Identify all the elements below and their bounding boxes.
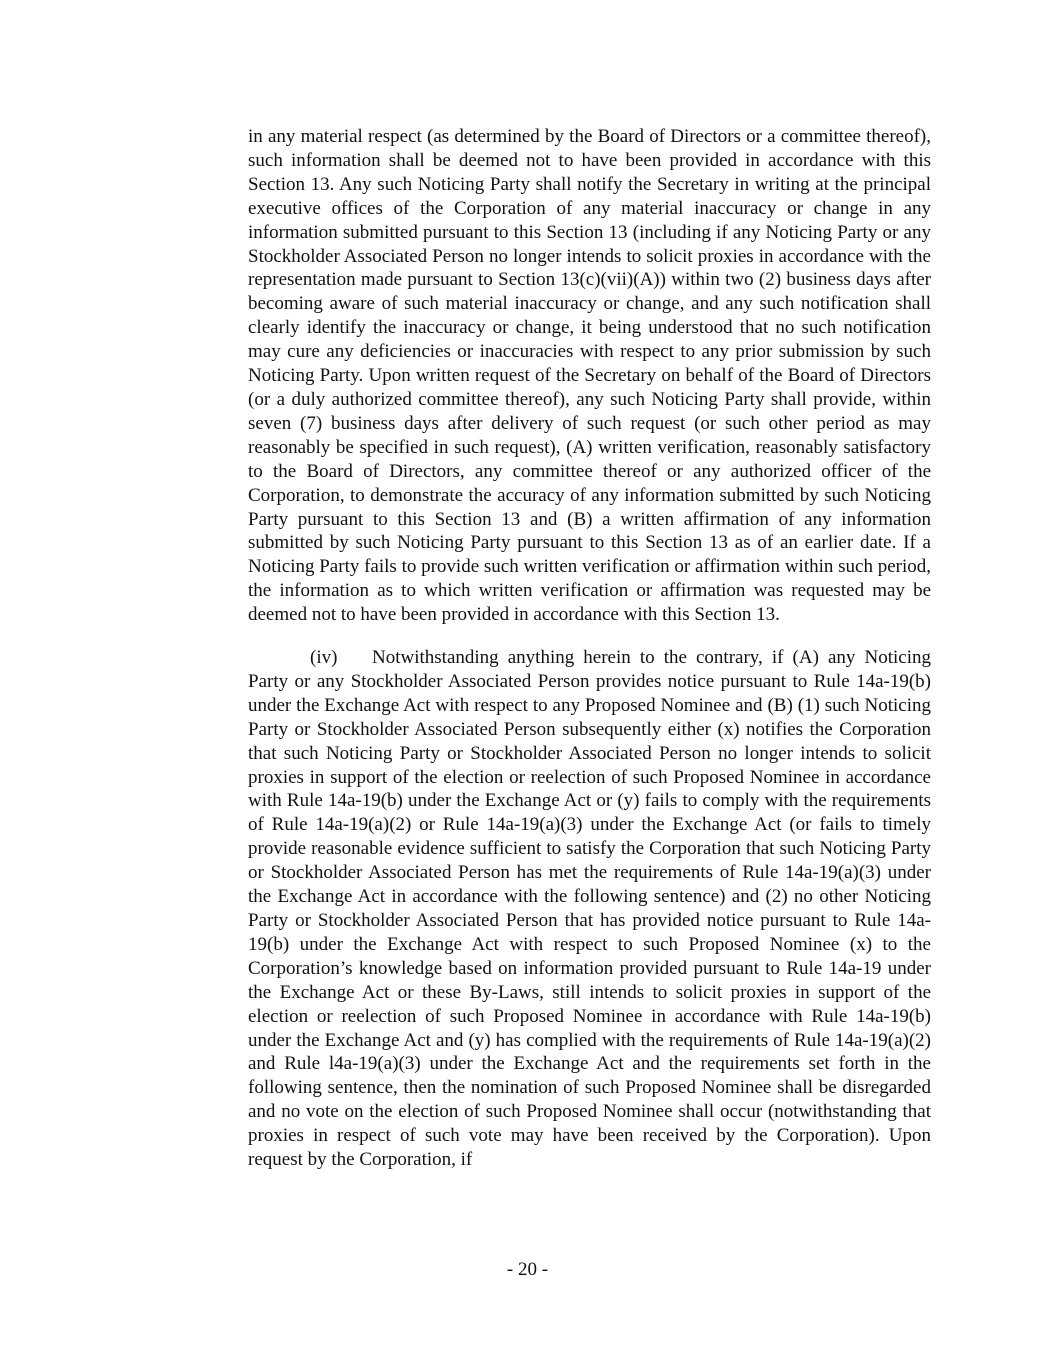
paragraph-text: Notwithstanding anything herein to the contrary, if (A) any Noticing Party or any Stockholder Associated Person provides notice pursuant to Rule 14a-19(b) under the Exchange Act with respect to any Proposed Nominee and (B) (1) such Noticing Party or Stockholder Associated Person subsequently either (x) notifies the Corporation that such Noticing Party or Stockholder Associated Person no longer intends to solicit proxies in support of the election or reelection of such Proposed Nominee in accordance with Rule 14a-19(b) under the Exchange Act or (y) fails to comply with the requirements of Rule 14a-19(a)(2) or Rule 14a-19(a)(3) under the Exchange Act (or fails to timely provide reasonable evidence sufficient to satisfy the Corporation that such Noticing Party or Stockholder Associated Person has met the requirements of Rule 14a-19(a)(3) under the Exchange Act in accordance with the following sentence) and (2) no other Noticing Party or Stockholder Associated Person that has provided notice pursuant to Rule 14a-19(b) under the Exchange Act with respect to such Proposed Nominee (x) to the Corporation’s knowledge based on information provided pursuant to Rule 14a-19 under the Exchange Act or these By-Laws, still intends to solicit proxies in support of the election or reelection of such Proposed Nominee in accordance with Rule 14a-19(b) under the Exchange Act and (y) has complied with the requirements of Rule 14a-19(a)(2) and Rule l4a-19(a)(3) under the Exchange Act and the requirements set forth in the following sentence, then the nomination of such Proposed Nominee shall be disregarded and no vote on the election of such Proposed Nominee shall occur (notwithstanding that proxies in respect of such vote may have been received by the Corporation). Upon request by the Corporation, if bbox=[248, 647, 931, 1171]
paragraph-marker: (iv) bbox=[310, 647, 338, 669]
page-number: - 20 - bbox=[506, 1259, 549, 1280]
paragraph-text: in any material respect (as determined by the Board of Directors or a committee thereof), such information shall be deemed not to have been provided in accordance with this Section 13. Any such Noticing Party shall notify the Secretary in writing at the principal executive offices of the Corporation of any material inaccuracy or change in any information submitted pursuant to this Section 13 (including if any Noticing Party or any Stockholder Associated Person no longer intends to solicit proxies in accordance with the representation made pursuant to Section 13(c)(vii)(A)) within two (2) business days after becoming aware of such material inaccuracy or change, and any such notification shall clearly identify the inaccuracy or change, it being understood that no such notification may cure any deficiencies or inaccuracies with respect to any prior submission by such Noticing Party. Upon written request of the Secretary on behalf of the Board of Directors (or a duly authorized committee thereof), any such Noticing Party shall provide, within seven (7) business days after delivery of such request (or such other period as may reasonably be specified in such request), (A) written verification, reasonably satisfactory to the Board of Directors, any committee thereof or any authorized officer of the Corporation, to demonstrate the accuracy of any information submitted by such Noticing Party pursuant to this Section 13 and (B) a written affirmation of any information submitted by such Noticing Party pursuant to this Section 13 as of an earlier date. If a Noticing Party fails to provide such written verification or affirmation within such period, the information as to which written verification or affirmation was requested may be deemed not to have been provided in accordance with this Section 13. bbox=[248, 126, 931, 626]
document-body bbox=[248, 125, 931, 1172]
paragraph-iv bbox=[248, 646, 931, 1172]
paragraph-continuation bbox=[248, 125, 931, 627]
